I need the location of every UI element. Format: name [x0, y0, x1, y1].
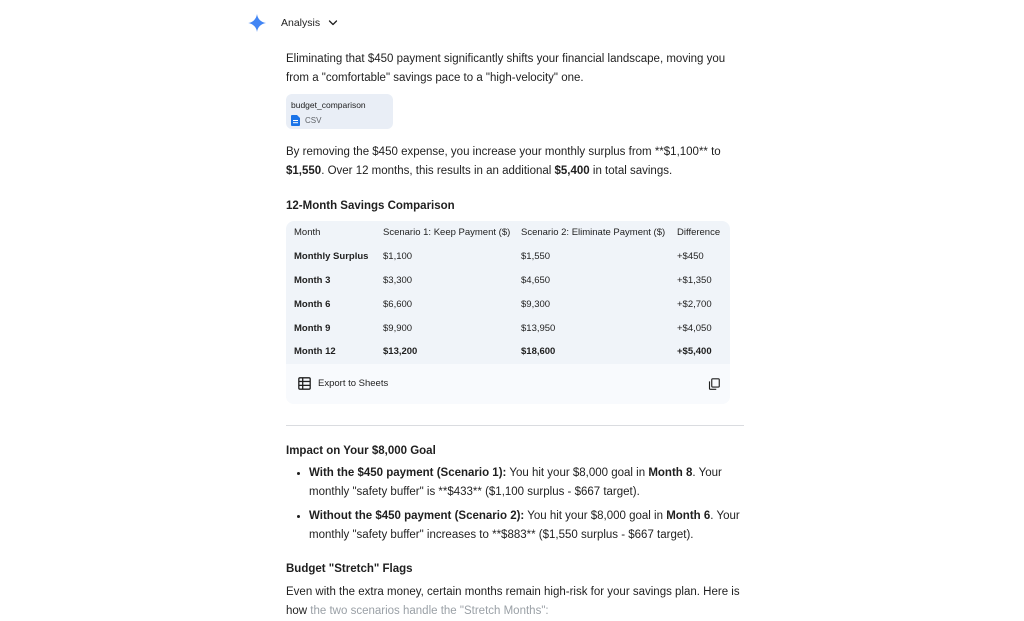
table-icon [298, 377, 311, 390]
comparison-table-card [286, 221, 730, 404]
table-cell: +$450 [677, 251, 704, 263]
table-cell: Monthly Surplus [294, 251, 369, 263]
column-header: Month [294, 227, 321, 239]
export-to-sheets-button[interactable] [298, 374, 388, 393]
table-row [286, 292, 730, 316]
column-header: Difference [677, 227, 721, 239]
table-cell: $4,650 [521, 274, 551, 286]
stretch-heading: Budget "Stretch" Flags [286, 562, 413, 575]
analysis-title: Analysis [281, 17, 321, 29]
table-cell: Month 9 [294, 322, 331, 334]
attachment-type: CSV [305, 116, 322, 125]
table-cell: $13,200 [383, 346, 418, 358]
response-header [248, 14, 339, 32]
impact-list [286, 464, 746, 545]
table-cell: +$2,700 [677, 298, 712, 310]
list-item: • With the $450 payment (Scenario 1): You hit your $8,000 goal in Month 8. Your monthly "safety buffer" is **$433** ($1,100 surplus - $667 target). [309, 464, 746, 502]
table-cell: $18,600 [521, 346, 556, 358]
sparkle-icon [248, 14, 266, 32]
stretch-paragraph: Even with the extra money, certain months remain high-risk for your savings plan. Here is how the two scenarios handle the "Stretch Months": [286, 585, 740, 617]
summary-paragraph: By removing the $450 expense, you increase your monthly surplus from **$1,100** to $1,550. Over 12 months, this results in an additional $5,400 in total savings. [286, 146, 721, 177]
table-cell: +$4,050 [677, 322, 712, 334]
comparison-heading: 12-Month Savings Comparison [286, 200, 455, 212]
table-row [286, 245, 730, 269]
attachment-name: budget_comparison [291, 100, 366, 110]
table-cell: $1,550 [521, 251, 551, 263]
export-label: Export to Sheets [318, 378, 389, 390]
impact-heading: Impact on Your $8,000 Goal [286, 444, 436, 457]
table-cell: +$1,350 [677, 274, 712, 286]
document-icon [291, 115, 300, 126]
table-cell: Month 6 [294, 298, 331, 310]
response-body [286, 50, 746, 621]
table-cell: Month 3 [294, 274, 331, 286]
copy-icon[interactable] [708, 378, 720, 390]
section-divider [286, 425, 744, 426]
table-cell: $9,300 [521, 298, 551, 310]
table-cell: $1,100 [383, 251, 413, 263]
list-item: • Without the $450 payment (Scenario 2): You hit your $8,000 goal in Month 6. Your monthly "safety buffer" increases to **$883** ($1,550 surplus - $667 target). [309, 507, 746, 545]
table-row [286, 316, 730, 340]
table-header-row [286, 221, 730, 245]
attachment-chip[interactable] [286, 94, 393, 129]
intro-paragraph: Eliminating that $450 payment significantly shifts your financial landscape, moving you from a "comfortable" savings pace to a "high-velocity" one. [286, 53, 726, 84]
column-header: Scenario 1: Keep Payment ($) [383, 227, 511, 239]
column-header: Scenario 2: Eliminate Payment ($) [521, 227, 666, 239]
table-cell: Month 12 [294, 346, 336, 358]
table-row [286, 340, 730, 364]
table-cell: $9,900 [383, 322, 413, 334]
table-cell: +$5,400 [677, 346, 712, 358]
table-toolbar [286, 364, 730, 404]
table-row [286, 269, 730, 293]
table-cell: $13,950 [521, 322, 556, 334]
table-cell: $3,300 [383, 274, 413, 286]
chevron-down-icon[interactable] [327, 17, 339, 29]
comparison-table [286, 221, 730, 364]
table-cell: $6,600 [383, 298, 413, 310]
